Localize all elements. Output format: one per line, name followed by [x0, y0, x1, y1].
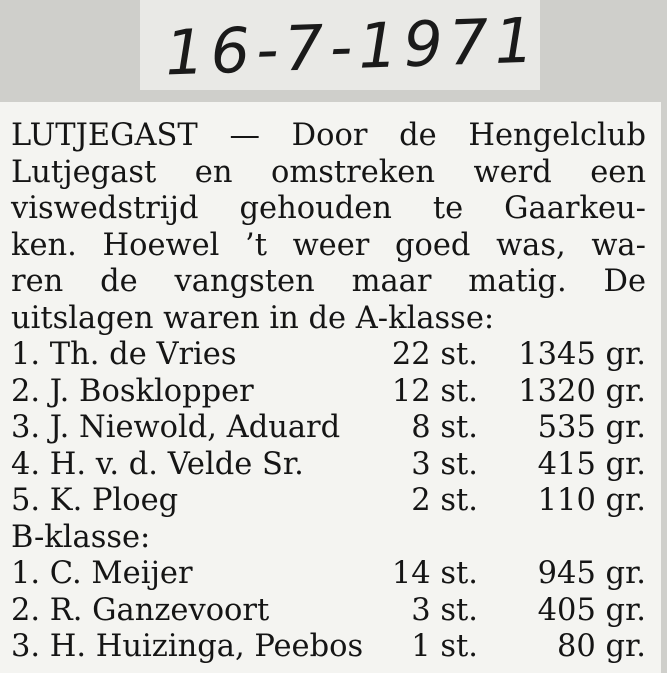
word: gehouden [239, 191, 392, 226]
word: weer [292, 227, 370, 263]
paragraph-line [11, 118, 646, 155]
catch-weight: 110 gr. [537, 483, 646, 518]
word: te [432, 191, 464, 226]
fish-count: 3 st. [411, 592, 478, 628]
word: werd [473, 154, 552, 190]
word: een [590, 154, 646, 190]
result-row [11, 337, 646, 374]
fish-count: 12 st. [391, 373, 478, 409]
word: — [229, 118, 260, 153]
paragraph-line [11, 301, 646, 338]
paragraph-line [11, 264, 646, 301]
handwritten-date: 16-7-1971 [163, 3, 542, 90]
fish-count: 3 st. [411, 446, 478, 482]
newspaper-clipping [11, 118, 646, 666]
result-row [11, 556, 646, 593]
word: LUTJEGAST [11, 118, 198, 153]
word: was, [496, 227, 566, 263]
scan-edge [661, 0, 667, 673]
participant-name: 4. H. v. d. Velde Sr. [11, 446, 304, 482]
catch-weight: 80 gr. [557, 629, 646, 664]
participant-name: 3. J. Niewold, Aduard [11, 410, 341, 445]
fish-count: 14 st. [391, 556, 478, 591]
paragraph-line [11, 228, 646, 265]
word: wa- [591, 227, 646, 263]
word: de [399, 118, 437, 153]
fish-count: 8 st. [411, 410, 478, 445]
b-klasse-heading: B-klasse: [11, 519, 151, 555]
participant-name: 5. K. Ploeg [11, 483, 179, 518]
fish-count: 1 st. [411, 629, 478, 664]
word: maar [351, 264, 432, 299]
result-row [11, 593, 646, 630]
word: matig. [468, 264, 567, 299]
fish-count: 22 st. [391, 337, 478, 372]
word: omstreken [270, 154, 435, 190]
word: Door [291, 118, 368, 153]
fish-count: 2 st. [411, 483, 478, 518]
catch-weight: 1345 gr. [518, 337, 646, 372]
word: De [603, 264, 646, 299]
word: uitslagen waren in de A-klasse: [11, 300, 495, 336]
word: Lutjegast [11, 154, 157, 190]
paragraph-line [11, 191, 646, 228]
word: Hengelclub [468, 118, 646, 153]
word: viswedstrijd [11, 191, 199, 226]
result-row [11, 483, 646, 520]
word: goed [394, 227, 471, 263]
word: ren [11, 264, 64, 299]
word: de [100, 264, 138, 299]
word: Gaarkeu- [504, 191, 646, 226]
participant-name: 1. C. Meijer [11, 556, 193, 591]
b-klasse-results [11, 556, 646, 666]
catch-weight: 535 gr. [537, 410, 646, 445]
result-row [11, 410, 646, 447]
word: ken. [11, 227, 77, 263]
catch-weight: 415 gr. [537, 446, 646, 482]
catch-weight: 945 gr. [537, 556, 646, 591]
word: en [194, 154, 233, 190]
participant-name: 1. Th. de Vries [11, 337, 237, 372]
participant-name: 2. R. Ganzevoort [11, 592, 270, 628]
paragraph-line [11, 155, 646, 192]
participant-name: 2. J. Bosklopper [11, 373, 254, 409]
result-row [11, 629, 646, 666]
catch-weight: 1320 gr. [518, 373, 646, 409]
word: ’t [245, 227, 267, 263]
a-klasse-results [11, 337, 646, 520]
result-row [11, 374, 646, 411]
article-paragraph [11, 118, 646, 337]
result-row [11, 447, 646, 484]
participant-name: 3. H. Huizinga, Peebos [11, 629, 364, 664]
word: vangsten [174, 264, 315, 299]
word: Hoewel [102, 227, 220, 263]
catch-weight: 405 gr. [537, 592, 646, 628]
